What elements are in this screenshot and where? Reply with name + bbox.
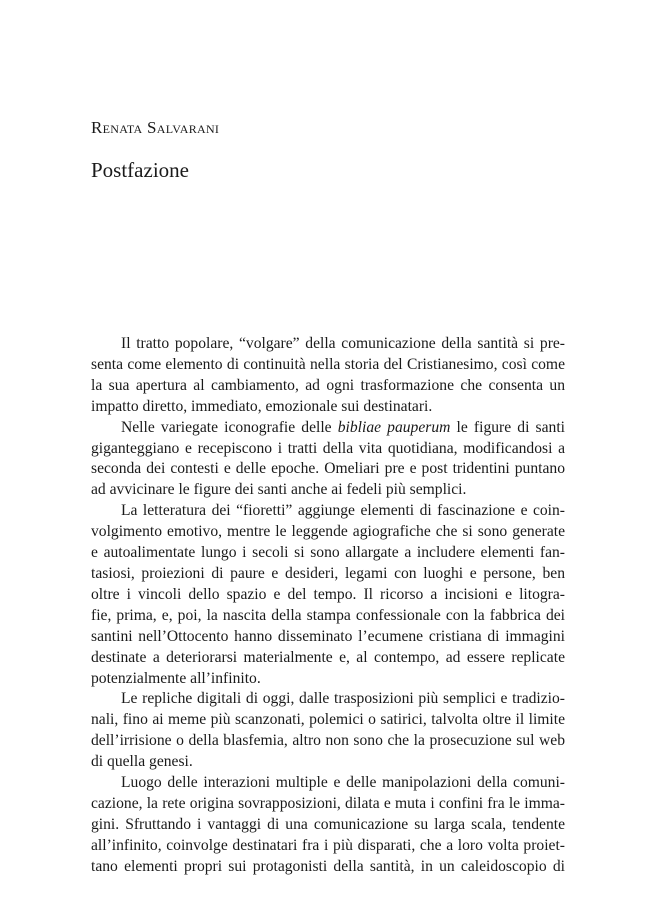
text-line: destinate a deteriorarsi materialmente e, al contempo, ad essere replicate: [91, 648, 565, 666]
text-line: Luogo delle interazioni multiple e delle manipolazioni della comuni-: [121, 774, 565, 792]
text-line: seconda dei contesti e delle epoche. Omeliari pre e post tridentini puntano: [91, 460, 565, 478]
text-line: volgimento emotivo, mentre le leggende agiografiche che si sono generate: [91, 523, 565, 541]
text-line: fie, prima, e, poi, la nascita della stampa confessionale con la fabbrica dei: [91, 606, 565, 624]
text-line: Le repliche digitali di oggi, dalle trasposizioni più semplici e tradizio-: [121, 690, 565, 708]
text-line: senta come elemento di continuità nella storia del Cristianesimo, così come: [91, 355, 565, 373]
text-line: gini. Sfruttando i vantaggi di una comunicazione su larga scala, tendente: [91, 815, 565, 833]
text-line: impatto diretto, immediato, emozionale sui destinatari.: [91, 397, 433, 415]
text-line: santini nell’Ottocento hanno disseminato l’ecumene cristiana di immagini: [91, 627, 565, 645]
text-run: le figure di santi: [450, 418, 565, 436]
text-line: all’infinito, coinvolge destinatari fra i più disparati, che a loro volta proiet-: [91, 836, 565, 854]
body-text: [91, 334, 565, 878]
text-line: giganteggiano e recepiscono i tratti della vita quotidiana, modificandosi a: [91, 439, 565, 457]
paragraph-2: [91, 418, 565, 502]
paragraph-5: [91, 773, 565, 878]
paragraph-1: [91, 334, 565, 418]
text-line: tasiosi, proiezioni di paure e desideri, legami con luoghi e persone, ben: [91, 564, 565, 582]
author-name: Renata Salvarani: [91, 118, 220, 137]
paragraph-4: [91, 689, 565, 773]
text-line: la sua apertura al cambiamento, ad ogni trasformazione che consenta un: [91, 376, 565, 394]
italic-title: bibliae pauperum: [337, 418, 451, 436]
text-line: dell’irrisione o della blasfemia, altro non sono che la prosecuzione sul web: [91, 732, 565, 750]
text-run: Nelle variegate iconografie delle: [121, 418, 338, 436]
text-line: tano elementi propri sui protagonisti della santità, in un caleidoscopio di: [91, 857, 565, 875]
text-line: e autoalimentate lungo i secoli si sono allargate a includere elementi fan-: [91, 544, 565, 562]
paragraph-3: [91, 501, 565, 689]
text-line: La letteratura dei “fioretti” aggiunge elementi di fascinazione e coin-: [121, 502, 565, 520]
text-line: oltre i vincoli dello spazio e del tempo. Il ricorso a incisioni e litogra-: [91, 585, 565, 603]
text-line: ad avvicinare le figure dei santi anche ai fedeli più semplici.: [91, 481, 467, 499]
text-line: potenzialmente all’infinito.: [91, 669, 261, 687]
text-line: Il tratto popolare, “volgare” della comunicazione della santità si pre-: [121, 335, 565, 352]
chapter-title: Postfazione: [91, 158, 189, 182]
text-line: [91, 418, 565, 439]
text-line: cazione, la rete origina sovrapposizioni, dilata e muta i confini fra le imma-: [91, 794, 565, 812]
text-line: nali, fino ai meme più scanzonati, polemici o satirici, talvolta oltre il limite: [91, 711, 565, 729]
text-line: di quella genesi.: [91, 753, 193, 771]
